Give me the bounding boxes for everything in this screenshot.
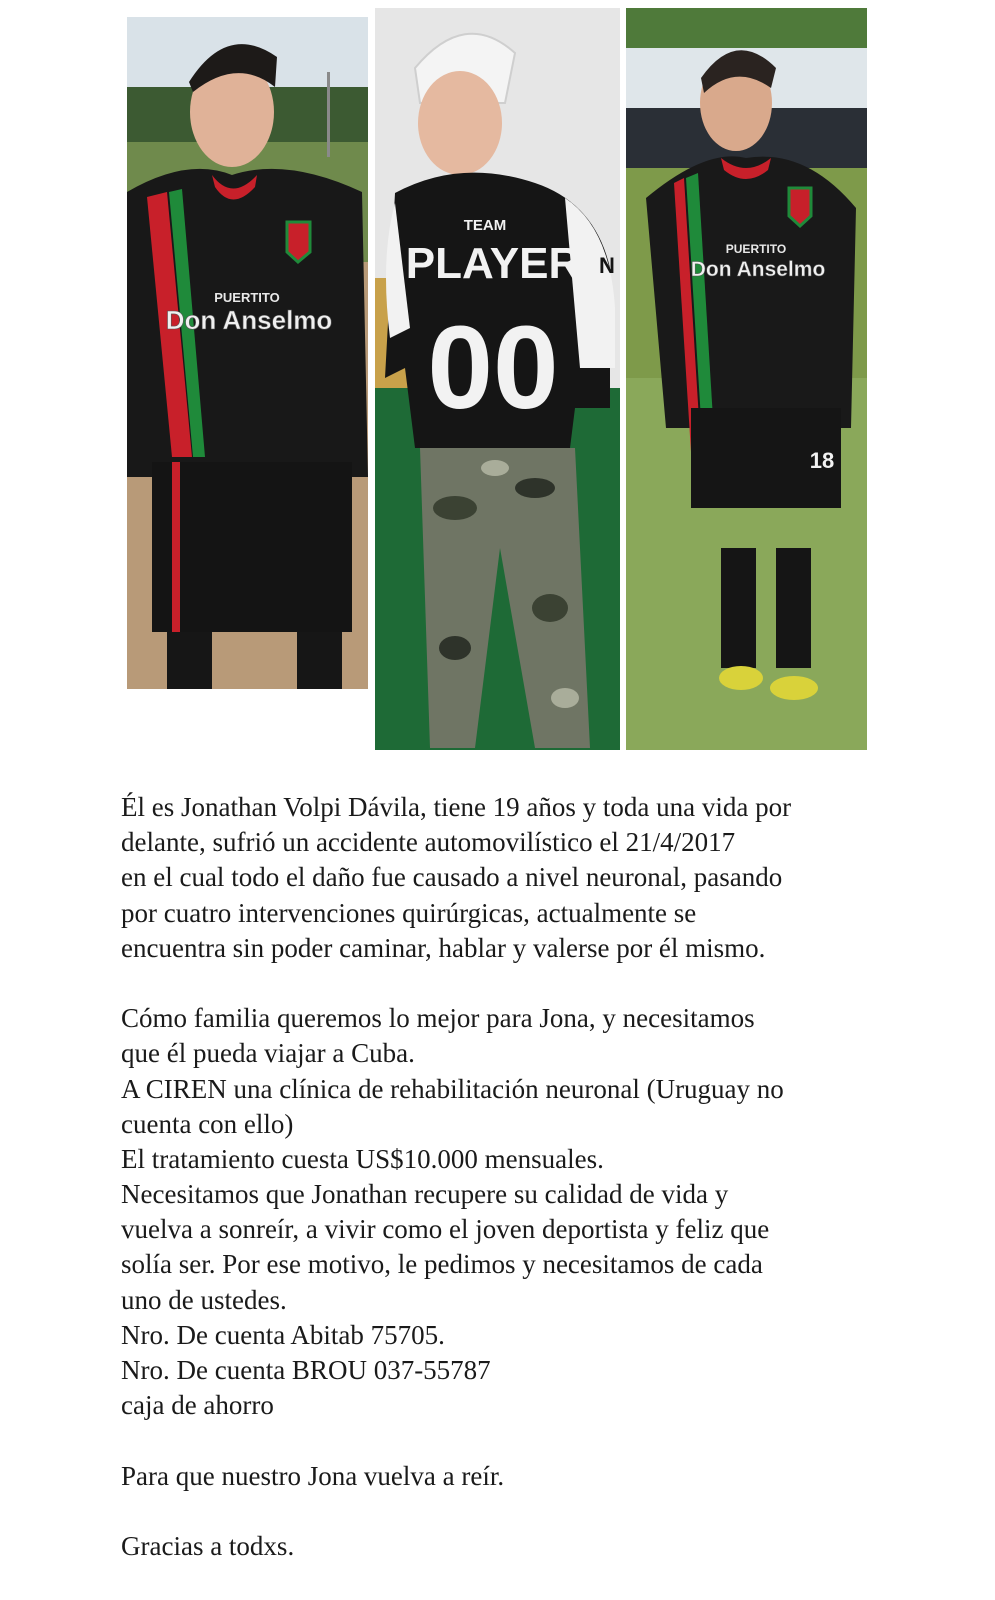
text-line: que él pueda viajar a Cuba. bbox=[121, 1038, 415, 1069]
text-line: en el cual todo el daño fue causado a nivel neuronal, pasando bbox=[121, 862, 783, 893]
text-line: vuelva a sonreír, a vivir como el joven deportista y feliz que bbox=[121, 1214, 770, 1245]
text-line: Para que nuestro Jona vuelva a reír. bbox=[121, 1460, 505, 1491]
text-line: Cómo familia queremos lo mejor para Jona, y necesitamos bbox=[121, 1003, 755, 1034]
text-line: Necesitamos que Jonathan recupere su calidad de vida y bbox=[121, 1179, 729, 1210]
shirt-text-side: N bbox=[599, 253, 615, 278]
player-photo-center bbox=[375, 8, 620, 750]
player-photo-left bbox=[127, 17, 368, 689]
text-line: Gracias a todxs. bbox=[121, 1530, 295, 1561]
jersey-sponsor-main-left: Don Anselmo bbox=[165, 305, 333, 335]
text-line: cuenta con ello) bbox=[121, 1108, 294, 1139]
appeal-text bbox=[121, 790, 881, 1564]
player-photo-right bbox=[626, 8, 867, 750]
paragraph-intro bbox=[121, 790, 881, 966]
shirt-text-number: 00 bbox=[427, 302, 559, 434]
text-line: A CIREN una clínica de rehabilitación neuronal (Uruguay no bbox=[121, 1073, 784, 1104]
text-line: El tratamiento cuesta US$10.000 mensuales. bbox=[121, 1143, 604, 1174]
jersey-sponsor-top-right: PUERTITO bbox=[725, 242, 787, 256]
player-photo-right-image bbox=[626, 8, 867, 750]
jersey-sponsor-top-left: PUERTITO bbox=[214, 290, 280, 305]
paragraph-request bbox=[121, 1001, 881, 1423]
text-line: solía ser. Por ese motivo, le pedimos y necesitamos de cada bbox=[121, 1249, 763, 1280]
text-line: Él es Jonathan Volpi Dávila, tiene 19 años y toda una vida por bbox=[121, 792, 792, 822]
text-line: encuentra sin poder caminar, hablar y valerse por él mismo. bbox=[121, 932, 766, 963]
shirt-text-team: TEAM bbox=[463, 217, 507, 234]
player-photo-center-image bbox=[375, 8, 620, 750]
paragraph-gap bbox=[121, 1494, 881, 1529]
player-photo-left-image bbox=[127, 17, 368, 689]
text-line: uno de ustedes. bbox=[121, 1284, 287, 1315]
paragraph-gap bbox=[121, 966, 881, 1001]
shirt-text-player: PLAYER bbox=[405, 239, 581, 288]
account-abitab: Nro. De cuenta Abitab 75705. bbox=[121, 1319, 445, 1350]
paragraph-thanks bbox=[121, 1529, 881, 1564]
account-brou: Nro. De cuenta BROU 037-55787 bbox=[121, 1355, 491, 1385]
text-line: por cuatro intervenciones quirúrgicas, actualmente se bbox=[121, 897, 697, 928]
paragraph-gap bbox=[121, 1423, 881, 1458]
jersey-sponsor-main-right: Don Anselmo bbox=[690, 258, 826, 281]
text-line: delante, sufrió un accidente automovilístico el 21/4/2017 bbox=[121, 827, 736, 858]
account-type: caja de ahorro bbox=[121, 1390, 274, 1421]
paragraph-closing bbox=[121, 1459, 881, 1494]
shorts-number-right: 18 bbox=[809, 448, 835, 473]
